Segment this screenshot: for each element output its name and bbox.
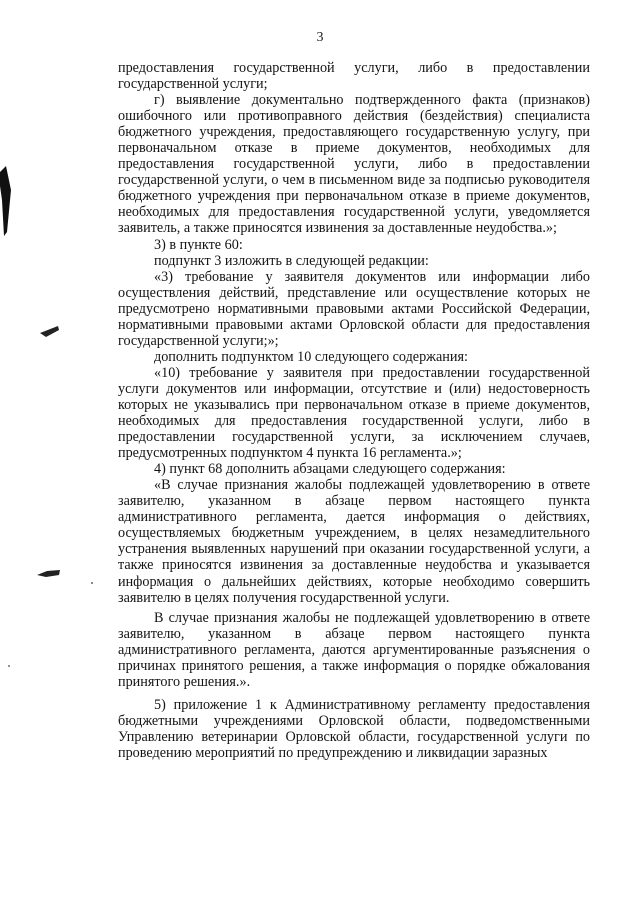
scan-speck-left-4 <box>8 665 10 667</box>
scan-edge-mark-top <box>0 166 11 236</box>
paragraph-complaint-rejected: В случае признания жалобы не подлежащей удовлетворению в ответе заявителю, указанном в абзаце первом настоящего пункта административного регламента, даются аргументированные разъяснения о причинах принятого решения, а также информация о порядке обжалования принятого решения.». <box>118 609 590 690</box>
paragraph-continuation: предоставления государственной услуги, либо в предоставлении государственной услуги; <box>118 60 590 93</box>
scan-speck-left-3 <box>91 582 93 584</box>
paragraph-item-3: 3) в пункте 60: <box>154 236 243 253</box>
paragraph-item-5: 5) приложение 1 к Административному регламенту предоставления бюджетными учреждениями Орловской области, подведомственными Управлению ветеринарии Орловской области, государственной услуги по проведению мероприятий по предупреждению и ликвидации заразных <box>118 696 590 761</box>
paragraph-item-g: г) выявление документально подтвержденного факта (признаков) ошибочного или противоправного действия (бездействия) специалиста бюджетного учреждения, предоставляющего государственную услугу, при первоначальном отказе в приеме документов, необходимых для предоставления государственной услуги, либо в предоставлении государственной услуги, о чем в письменном виде за подписью руководителя бюджетного учреждения при первоначальном отказе в приеме документов, необходимых для предоставления государственной услуги, уведомляется заявитель, а также приносятся извинения за доставленные неудобства.»; <box>118 92 590 237</box>
scan-speck-left-2 <box>37 570 60 577</box>
scan-speck-left-1 <box>40 326 59 337</box>
paragraph-subitem-3-instruction: подпункт 3 изложить в следующей редакции: <box>154 252 429 269</box>
paragraph-subitem-10-text: «10) требование у заявителя при предоставлении государственной услуги документов или информации, отсутствие и (или) недостоверность которых не указывались при первоначальном отказе в приеме документов, необходимых для предоставления государственной услуги, либо в предоставлении государственной услуги, за исключением случаев, предусмотренных подпунктом 4 пункта 16 регламента.»; <box>118 364 590 462</box>
page-number: 3 <box>316 30 324 45</box>
paragraph-complaint-satisfied: «В случае признания жалобы подлежащей удовлетворению в ответе заявителю, указанном в абзаце первом настоящего пункта административного регламента, дается информация о действиях, осуществляемых бюджетным учреждением, в целях незамедлительного устранения выявленных нарушений при оказании государственной услуги, а также приносятся извинения за доставленные неудобства и указывается информация о дальнейших действиях, которые необходимо совершить заявителю в целях получения государственной услуги. <box>118 477 590 606</box>
paragraph-subitem-3-text: «3) требование у заявителя документов или информации либо осуществления действий, представление или осуществление которых не предусмотрено нормативными правовыми актами Российской Федерации, нормативными правовыми актами Орловской области для предоставления государственной услуги;»; <box>118 268 590 349</box>
paragraph-item-4: 4) пункт 68 дополнить абзацами следующего содержания: <box>154 461 506 478</box>
paragraph-subitem-10-instruction: дополнить подпунктом 10 следующего содержания: <box>154 348 468 365</box>
document-text <box>118 60 590 761</box>
